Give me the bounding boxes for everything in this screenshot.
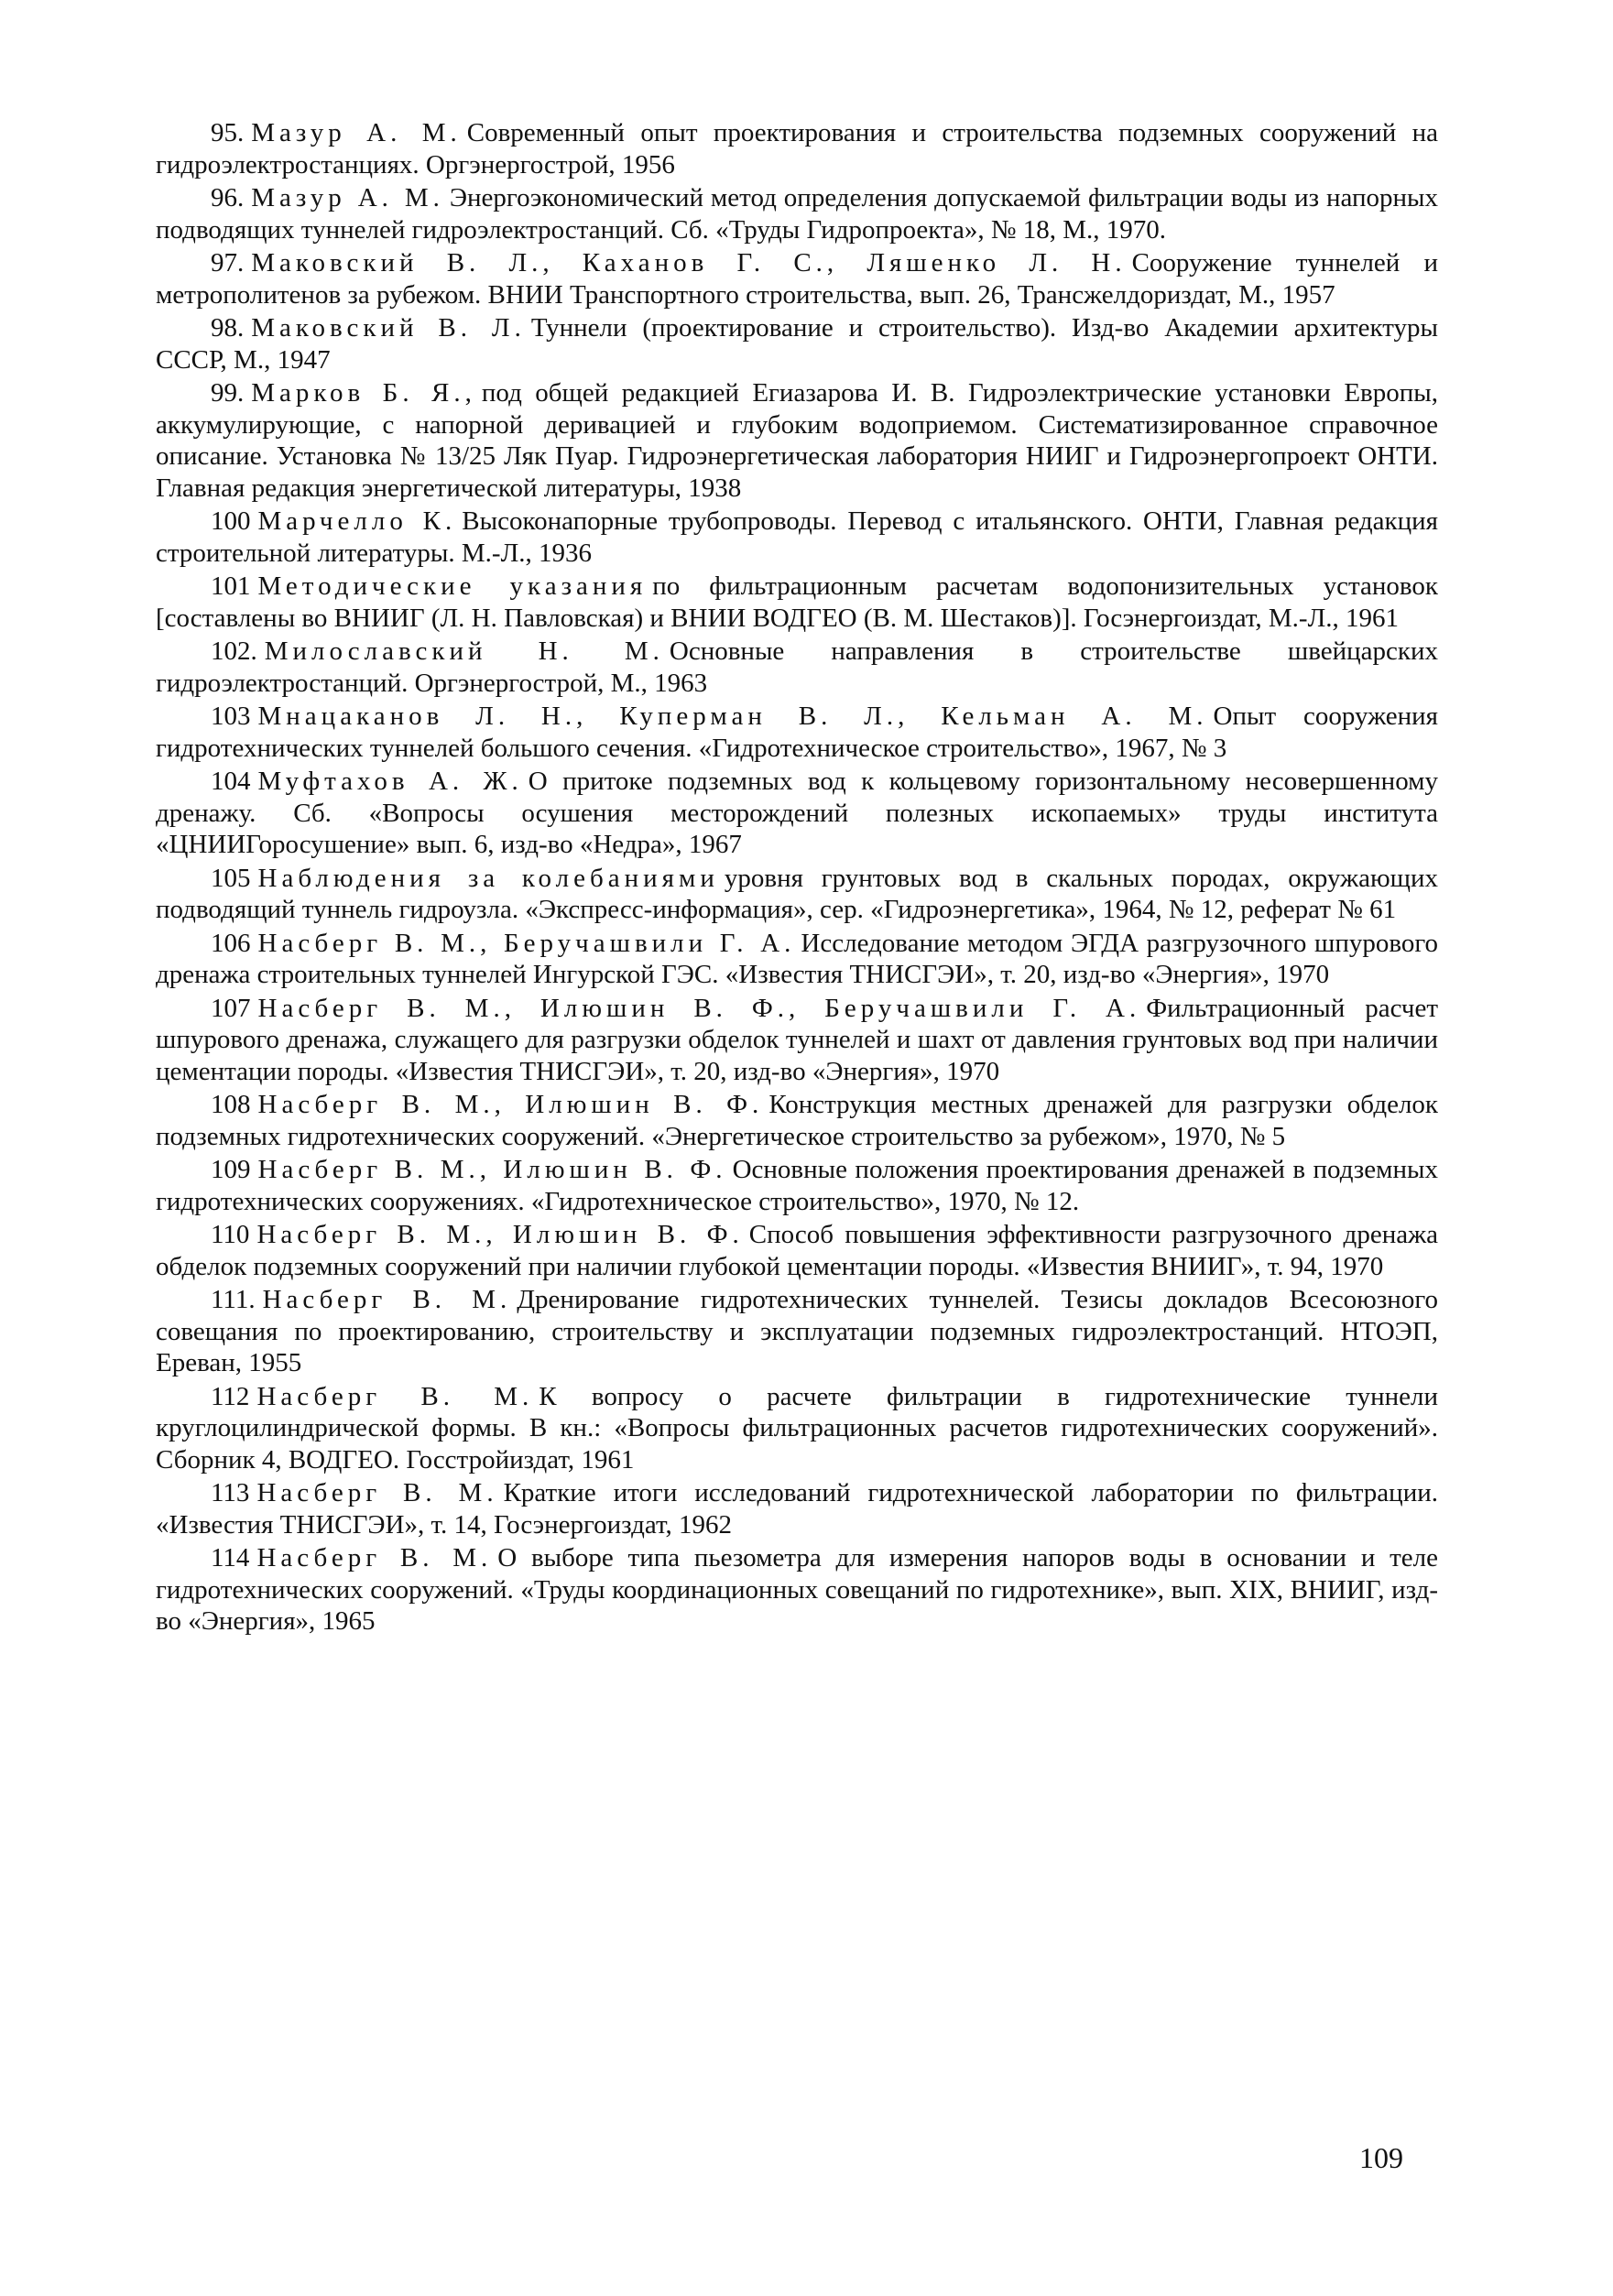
entry-text: под общей редакцией Егиазарова И. В. Гидроэлектрические установки Европы, аккумулирующие, с напорной деривацией и глубоким водоприемом. Систематизированное справочное описание. Установка № 13/25 Ляк Пуар. Гидроэнергетическая лаборатория НИИГ и Гидроэнергопроект ОНТИ. Главная редакция энергетической литературы, 1938 [156, 378, 1438, 503]
entry-text: Дренирование гидротехнических туннелей. Тезисы докладов Всесоюзного совещания по проектированию, строительству и эксплуатации подземных гидроэлектростанций. НТОЭП, Ереван, 1955 [156, 1285, 1438, 1377]
entry-author: Насберг В. М. [256, 1381, 534, 1411]
entry-author: Насберг В. М. [256, 1478, 498, 1507]
entry-number: 96. [211, 183, 245, 212]
bibliography-entry-106 [156, 928, 1438, 991]
entry-number: 107 [211, 993, 251, 1023]
bibliography-entry-103 [156, 701, 1438, 764]
bibliography-entry-107 [156, 993, 1438, 1088]
entry-text: по фильтрационным расчетам водопонизительных установок [составлены во ВНИИГ (Л. Н. Павловская) и ВНИИ ВОДГЕО (В. М. Шестаков)]. Госэнергоиздат, М.-Л., 1961 [156, 571, 1438, 633]
entry-number: 95. [211, 118, 245, 147]
bibliography-entry-98 [156, 312, 1438, 375]
entry-number: 105 [211, 863, 251, 893]
entry-author: Мазур А. М. [251, 118, 462, 147]
bibliography-entry-102 [156, 636, 1438, 699]
entry-author: Насберг В. М., Илюшин В. Ф. [256, 1220, 744, 1249]
entry-text: Основные положения проектирования дренажей в подземных гидротехнических сооружениях. «Гидротехническое строительство», 1970, № 12. [156, 1155, 1438, 1216]
bibliography-list [156, 117, 1438, 1639]
entry-author: Мнацаканов Л. Н., Куперман В. Л., Кельман А. М. [257, 702, 1208, 731]
entry-number: 103 [211, 702, 251, 731]
entry-text: Энергоэкономический метод определения допускаемой фильтрации воды из напорных подводящих туннелей гидроэлектростанций. Сб. «Труды Гидропроекта», № 18, М., 1970. [156, 183, 1439, 245]
bibliography-entry-111 [156, 1284, 1438, 1379]
bibliography-entry-113 [156, 1477, 1438, 1540]
entry-number: 99. [211, 378, 245, 408]
bibliography-entry-112 [156, 1381, 1438, 1476]
entry-text: Современный опыт проектирования и строительства подземных сооружений на гидроэлектростанциях. Оргэнергострой, 1956 [156, 118, 1438, 180]
entry-text: Туннели (проектирование и строительство). Изд-во Академии архитектуры СССР, М., 1947 [156, 313, 1438, 375]
bibliography-entry-110 [156, 1219, 1438, 1282]
entry-text: Краткие итоги исследований гидротехнической лаборатории по фильтрации. «Известия ТНИСГЭИ», т. 14, Госэнергоиздат, 1962 [156, 1478, 1438, 1540]
entry-number: 108 [211, 1090, 251, 1119]
entry-author: Насберг В. М., Илюшин В. Ф., Беручашвили Г. А. [257, 993, 1141, 1023]
entry-text: Конструкция местных дренажей для разгрузки обделок подземных гидротехнических сооружений. «Энергетическое строительство за рубежом», 1970, № 5 [156, 1090, 1438, 1151]
entry-author: Насберг В. М., Илюшин В. Ф. [257, 1155, 727, 1184]
entry-number: 112 [211, 1381, 250, 1411]
entry-text: уровня грунтовых вод в скальных породах, окружающих подводящий туннель гидроузла. «Экспресс-информация», сер. «Гидроэнергетика», 1964, № 12, реферат № 61 [156, 863, 1438, 924]
entry-number: 113 [211, 1478, 250, 1507]
bibliography-entry-104 [156, 766, 1438, 861]
entry-author: Муфтахов А. Ж. [257, 767, 523, 796]
entry-number: 110 [211, 1220, 250, 1249]
bibliography-entry-100 [156, 506, 1438, 569]
entry-author: Методические указания [257, 571, 648, 601]
entry-number: 97. [211, 248, 245, 277]
entry-number: 109 [211, 1155, 251, 1184]
entry-number: 101 [211, 571, 251, 601]
entry-number: 102. [211, 637, 257, 666]
entry-text: Способ повышения эффективности разгрузочного дренажа обделок подземных сооружений при наличии глубокой цементации породы. «Известия ВНИИГ», т. 94, 1970 [156, 1220, 1438, 1281]
entry-author: Марчелло К. [257, 506, 457, 536]
bibliography-entry-105 [156, 863, 1438, 926]
entry-text: Фильтрационный расчет шпурового дренажа, служащего для разгрузки обделок туннелей и шахт от давления грунтовых вод при наличии цементации породы. «Известия ТНИСГЭИ», т. 20, изд-во «Энергия», 1970 [156, 993, 1438, 1086]
bibliography-entry-99 [156, 377, 1438, 504]
page-number: 109 [1359, 2141, 1403, 2174]
entry-text: Основные направления в строительстве швейцарских гидроэлектростанций. Оргэнергострой, М., 1963 [156, 637, 1439, 698]
entry-author: Насберг В. М. [262, 1285, 512, 1314]
entry-author: Милославский Н. М. [264, 637, 664, 666]
entry-author: Маковский В. Л., Каханов Г. С., Ляшенко Л. Н. [251, 248, 1127, 277]
entry-author: Насберг В. М., Беручашвили Г. А. [257, 928, 796, 958]
entry-number: 100 [211, 506, 251, 536]
entry-text: О выборе типа пьезометра для измерения напоров воды в основании и теле гидротехнических сооружений. «Труды координационных совещаний по гидротехнике», вып. XIX, ВНИИГ, изд-во «Энергия», 1965 [156, 1543, 1438, 1636]
entry-author: Насберг В. М., Илюшин В. Ф. [257, 1090, 764, 1119]
entry-author: Маковский В. Л. [251, 313, 526, 343]
entry-author: Мазур А. М. [251, 183, 444, 212]
bibliography-entry-109 [156, 1154, 1438, 1217]
entry-number: 104 [211, 767, 251, 796]
bibliography-entry-97 [156, 247, 1438, 310]
entry-author: Наблюдения за колебаниями [257, 863, 719, 893]
bibliography-entry-96 [156, 182, 1438, 245]
entry-text: К вопросу о расчете фильтрации в гидротехнические туннели круглоцилиндрической формы. В кн.: «Вопросы фильтрационных расчетов гидротехнических сооружений». Сборник 4, ВОДГЕО. Госстройиздат, 1961 [156, 1381, 1438, 1474]
bibliography-entry-101 [156, 571, 1438, 634]
entry-number: 111. [211, 1285, 256, 1314]
entry-number: 98. [211, 313, 245, 343]
entry-text: Опыт сооружения гидротехнических туннелей большого сечения. «Гидротехническое строительство», 1967, № 3 [156, 702, 1438, 763]
bibliography-entry-114 [156, 1542, 1438, 1638]
bibliography-entry-95 [156, 117, 1438, 180]
entry-text: Сооружение туннелей и метрополитенов за рубежом. ВНИИ Транспортного строительства, вып. 26, Трансжелдориздат, М., 1957 [156, 248, 1438, 310]
entry-number: 106 [211, 928, 251, 958]
entry-author: Марков Б. Я., [251, 378, 476, 408]
entry-number: 114 [211, 1543, 250, 1572]
entry-author: Насберг В. М. [256, 1543, 493, 1572]
entry-text: О притоке подземных вод к кольцевому горизонтальному несовершенному дренажу. Сб. «Вопросы осушения месторождений полезных ископаемых» труды института «ЦНИИГоросушение» вып. 6, изд-во «Недра», 1967 [156, 767, 1439, 859]
bibliography-entry-108 [156, 1089, 1438, 1152]
entry-text: Исследование методом ЭГДА разгрузочного шпурового дренажа строительных туннелей Ингурской ГЭС. «Известия ТНИСГЭИ», т. 20, изд-во «Энергия», 1970 [156, 928, 1438, 989]
entry-text: Высоконапорные трубопроводы. Перевод с итальянского. ОНТИ, Главная редакция строительной литературы. М.-Л., 1936 [156, 506, 1438, 568]
